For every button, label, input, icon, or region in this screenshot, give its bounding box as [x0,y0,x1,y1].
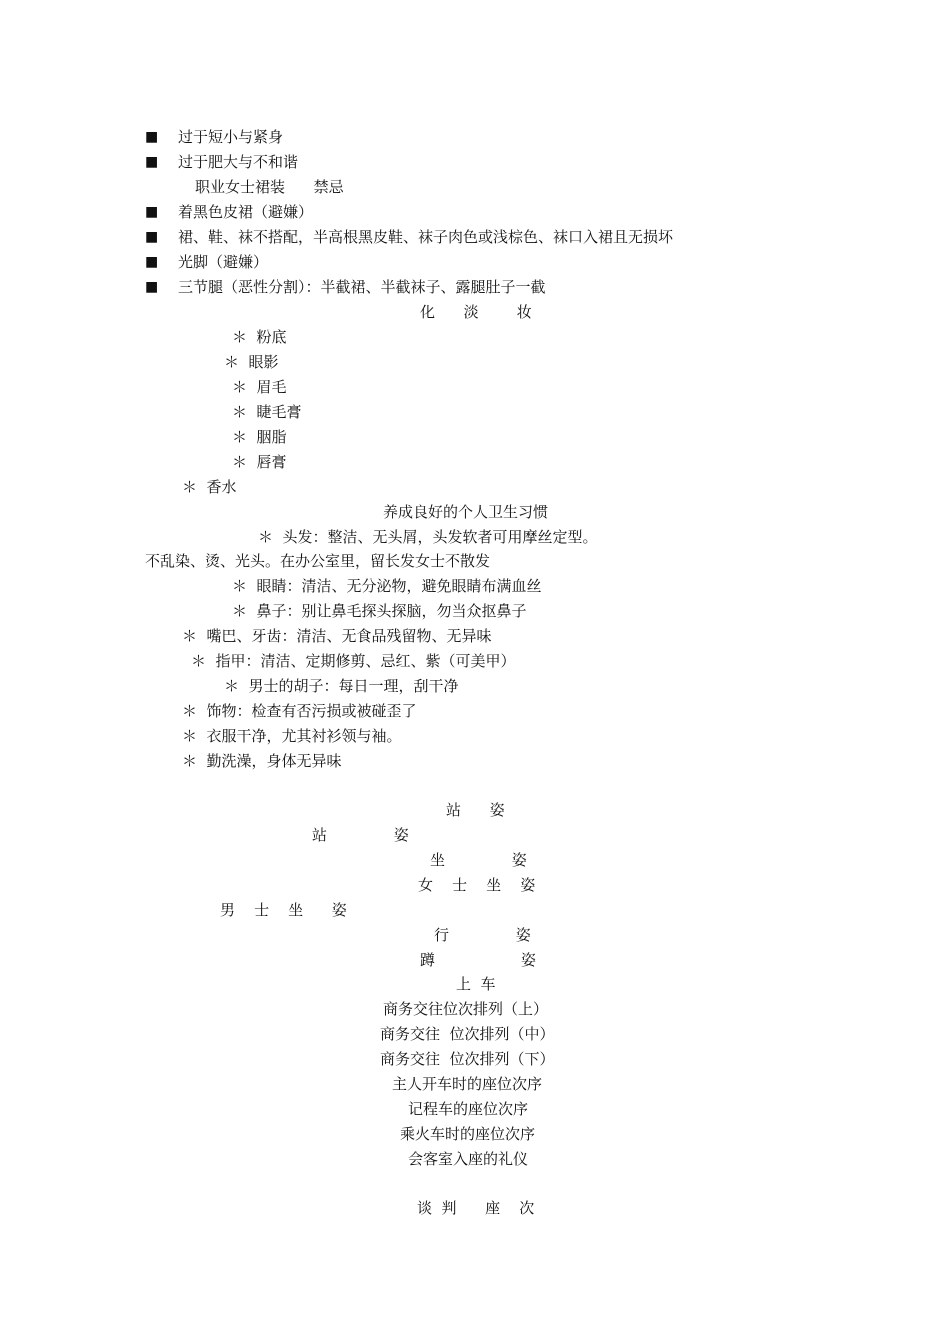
section-title: 蹲 姿 [420,951,536,969]
bullet-square-icon: ■ [145,279,159,295]
list-item: 不乱染、烫、光头。在办公室里，留长发女士不散发 [145,552,491,570]
list-item: ＊ 嘴巴、牙齿：清洁、无食品残留物、无异味 [182,627,492,645]
section-title: 站 姿 [446,801,505,819]
section-title: 女 士 坐 姿 [418,876,536,894]
section-title: 坐 姿 [430,851,527,869]
section-title: 记程车的座位次序 [408,1100,529,1118]
section-title: 商务交往 位次排列（中） [380,1025,555,1043]
section-title: 乘火车时的座位次序 [400,1125,536,1143]
list-item: 着黑色皮裙（避嫌） [178,203,314,221]
bullet-square-icon: ■ [145,154,159,170]
list-item: ＊ 眼睛：清洁、无分泌物，避免眼睛布满血丝 [232,577,542,595]
list-item: ＊ 指甲：清洁、定期修剪、忌红、紫（可美甲） [191,652,516,670]
list-item: 三节腿（恶性分割）：半截裙、半截袜子、露腿肚子一截 [178,278,546,296]
skirt-taboo-heading: 职业女士裙装 禁忌 [195,178,344,196]
list-item: ＊ 勤洗澡，身体无异味 [182,752,342,770]
list-item: ＊ 粉底 [232,328,287,346]
section-title: 谈 判 座 次 [417,1199,535,1217]
section-title: 会客室入座的礼仪 [408,1150,529,1168]
list-item: ＊ 睫毛膏 [232,403,302,421]
section-title: 行 姿 [434,926,531,944]
hygiene-heading: 养成良好的个人卫生习惯 [383,503,549,521]
list-item: ＊ 胭脂 [232,428,287,446]
list-item: 过于短小与紧身 [178,128,284,146]
list-item: ＊ 鼻子：别让鼻毛探头探脑，勿当众抠鼻子 [232,602,527,620]
makeup-heading: 化 淡 妆 [420,303,532,321]
section-title: 男 士 坐 姿 [220,901,347,919]
list-item: ＊ 头发：整洁、无头屑，头发软者可用摩丝定型。 [258,528,598,546]
list-item: ＊ 饰物：检查有否污损或被碰歪了 [182,702,417,720]
section-title: 商务交往 位次排列（下） [380,1050,555,1068]
list-item: 过于肥大与不和谐 [178,153,299,171]
section-title: 商务交往位次排列（上） [383,1000,549,1018]
list-item: 光脚（避嫌） [178,253,269,271]
section-title: 主人开车时的座位次序 [392,1075,543,1093]
list-item: 裙、鞋、袜不搭配，半高根黑皮鞋、袜子肉色或浅棕色、袜口入裙且无损坏 [178,228,674,246]
bullet-square-icon: ■ [145,229,159,245]
list-item: ＊ 眉毛 [232,378,287,396]
list-item: ＊ 唇膏 [232,453,287,471]
list-item: ＊ 男士的胡子：每日一理，刮干净 [224,677,459,695]
bullet-square-icon: ■ [145,254,159,270]
section-title: 站 姿 [312,826,409,844]
list-item: ＊ 香水 [182,478,237,496]
list-item: ＊ 衣服干净，尤其衬衫领与袖。 [182,727,402,745]
section-title: 上 车 [456,975,496,993]
list-item: ＊ 眼影 [224,353,279,371]
bullet-square-icon: ■ [145,129,159,145]
bullet-square-icon: ■ [145,204,159,220]
